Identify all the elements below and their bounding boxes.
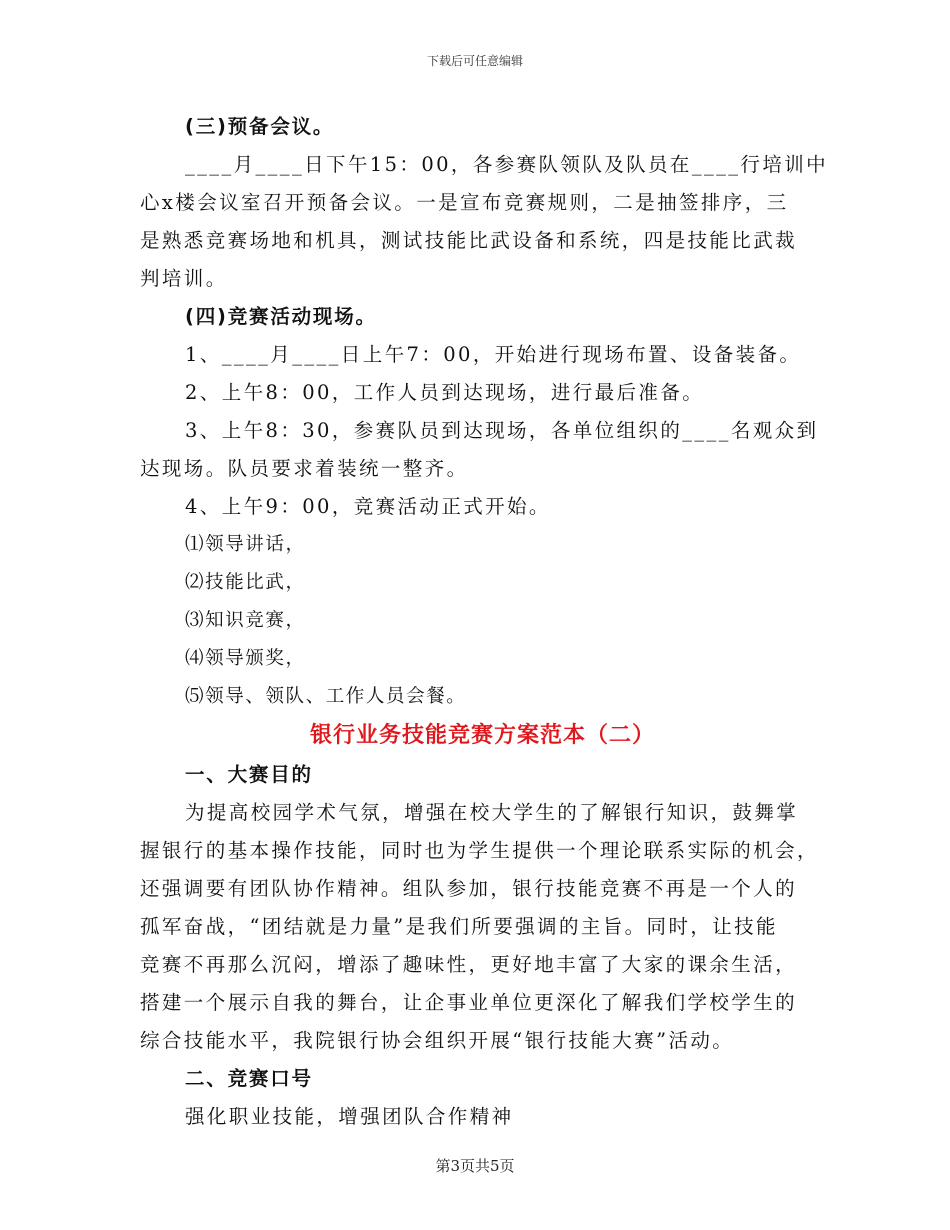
list-item: 4、上午9：00，竞赛活动正式开始。 bbox=[185, 495, 551, 518]
section-heading-slogan: 二、竞赛口号 bbox=[185, 1067, 313, 1090]
paragraph-line: 综合技能水平，我院银行协会组织开展“银行技能大赛”活动。 bbox=[140, 1029, 735, 1052]
paragraph-line: 强化职业技能，增强团队合作精神 bbox=[185, 1105, 514, 1128]
page-header: 下载后可任意编辑 bbox=[426, 54, 523, 68]
paragraph-line: 为提高校园学术气氛，增强在校大学生的了解银行知识，鼓舞掌 bbox=[185, 801, 799, 824]
paragraph-line: 竞赛不再那么沉闷，增添了趣味性，更好地丰富了大家的课余生活， bbox=[140, 953, 798, 976]
sub-list-item: ⑸领导、领队、工作人员会餐。 bbox=[185, 686, 467, 707]
paragraph-line: 是熟悉竞赛场地和机具，测试技能比武设备和系统，四是技能比武裁 bbox=[140, 229, 798, 252]
list-item: 2、上午8：00，工作人员到达现场，进行最后准备。 bbox=[185, 381, 705, 404]
paragraph-line: 达现场。队员要求着装统一整齐。 bbox=[140, 457, 469, 480]
paragraph-line: ____月____日下午15：00，各参赛队领队及队员在____行培训中 bbox=[185, 153, 829, 176]
page-footer: 第3页共5页 bbox=[435, 1157, 515, 1175]
list-item: 3、上午8：30，参赛队员到达现场，各单位组织的____名观众到 bbox=[185, 419, 819, 442]
sub-list-item: ⑴领导讲话， bbox=[185, 534, 306, 555]
list-item: 1、____月____日上午7：00，开始进行现场布置、设备装备。 bbox=[185, 343, 802, 366]
sub-list-item: ⑵技能比武， bbox=[185, 572, 306, 593]
section-heading-competition-site: (四)竞赛活动现场。 bbox=[185, 305, 377, 328]
sub-list-item: ⑷领导颁奖， bbox=[185, 648, 306, 669]
document-title: 银行业务技能竞赛方案范本（二） bbox=[309, 723, 655, 748]
document-body bbox=[140, 108, 829, 1136]
paragraph-line: 搭建一个展示自我的舞台，让企事业单位更深化了解我们学校学生的 bbox=[140, 991, 798, 1014]
paragraph-line: 心x楼会议室召开预备会议。一是宣布竞赛规则，二是抽签排序，三 bbox=[140, 191, 789, 214]
paragraph-line: 孤军奋战，“团结就是力量”是我们所要强调的主旨。同时，让技能 bbox=[140, 915, 778, 938]
section-heading-preparatory-meeting: (三)预备会议。 bbox=[185, 115, 335, 138]
paragraph-line: 判培训。 bbox=[140, 267, 228, 290]
section-heading-purpose: 一、大赛目的 bbox=[185, 763, 313, 786]
paragraph-line: 握银行的基本操作技能，同时也为学生提供一个理论联系实际的机会， bbox=[140, 839, 819, 862]
paragraph-line: 还强调要有团队协作精神。组队参加，银行技能竞赛不再是一个人的 bbox=[140, 877, 798, 900]
sub-list-item: ⑶知识竞赛， bbox=[185, 610, 306, 631]
